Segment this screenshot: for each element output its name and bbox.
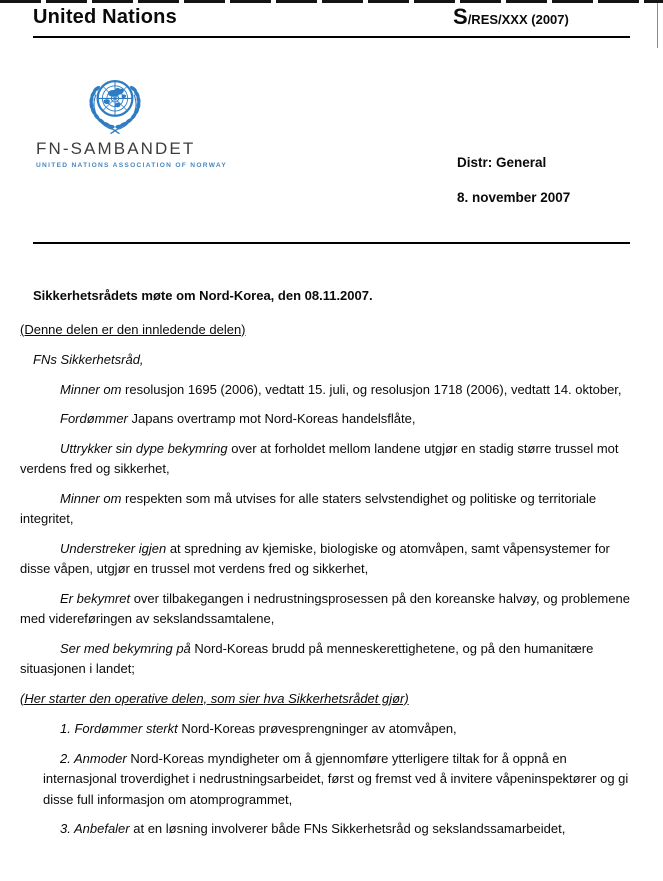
paragraph-lead: Ser med bekymring på bbox=[60, 640, 191, 656]
org-title: United Nations bbox=[33, 6, 177, 28]
date-label: 8. november 2007 bbox=[457, 190, 571, 205]
operative-paragraph-3 bbox=[43, 819, 637, 840]
scan-edge-artifact bbox=[0, 0, 663, 3]
paragraph-lead: 3. Anbefaler bbox=[60, 821, 130, 836]
logo-tagline: UNITED NATIONS ASSOCIATION OF NORWAY bbox=[36, 162, 228, 169]
document-symbol-prefix: S bbox=[453, 4, 468, 29]
preamble-paragraph-3 bbox=[20, 439, 637, 480]
preamble-paragraph-4 bbox=[20, 489, 637, 530]
un-emblem-icon bbox=[87, 76, 143, 136]
paragraph-text: Japans overtramp mot Nord-Koreas handelsflåte, bbox=[127, 411, 416, 426]
preamble-paragraph-5 bbox=[20, 539, 637, 580]
addressee: FNs Sikkerhetsråd, bbox=[33, 352, 144, 367]
operative-paragraph-1 bbox=[43, 719, 637, 740]
document-body bbox=[0, 244, 663, 849]
fn-sambandet-logo bbox=[36, 76, 228, 169]
header-divider bbox=[33, 36, 630, 38]
operative-paragraph-2 bbox=[43, 749, 637, 811]
logo-wordmark: FN-SAMBANDET bbox=[36, 139, 196, 158]
paragraph-text: Nord-Koreas prøvesprengninger av atomvåpen, bbox=[177, 721, 457, 736]
scan-edge-right-artifact bbox=[657, 2, 658, 48]
paragraph-text: Nord-Koreas brudd på menneskerettighetene, og på den humanitære situasjonen i landet; bbox=[20, 640, 594, 676]
paragraph-text: at en løsning involverer både FNs Sikkerhetsråd og sekslandssamarbeidet, bbox=[129, 821, 566, 836]
paragraph-text: over at forholdet mellom landene utgjør en stadig større trussel mot verdens fred og sikkerhet, bbox=[20, 440, 619, 476]
paragraph-lead: Minner om bbox=[60, 490, 122, 506]
paragraph-lead: Uttrykker sin dype bekymring bbox=[60, 440, 228, 456]
paragraph-text: Nord-Koreas myndigheter om å gjennomføre ytterligere tiltak for å oppnå en internasjonal troverdighet i nedrustningsarbeidet, først og fremst ved å invitere våpeninspektører og gi disse full informasjon om atomprogrammet, bbox=[43, 750, 629, 807]
preamble-paragraph-6 bbox=[20, 589, 637, 630]
paragraph-lead: 1. Fordømmer sterkt bbox=[60, 721, 178, 736]
document-symbol-number: /RES/XXX (2007) bbox=[467, 12, 569, 27]
preamble-paragraph-1 bbox=[20, 380, 637, 401]
paragraph-text: over tilbakegangen i nedrustningsprosessen på den koreanske halvøy, og problemene med videreføringen av sekslandssamtalene, bbox=[20, 590, 630, 626]
document-title: Sikkerhetsrådets møte om Nord-Korea, den 08.11.2007. bbox=[33, 288, 373, 303]
preamble-note: (Denne delen er den innledende delen) bbox=[20, 321, 246, 337]
paragraph-text: resolusjon 1695 (2006), vedtatt 15. juli, og resolusjon 1718 (2006), vedtatt 14. oktober, bbox=[121, 381, 622, 397]
preamble-paragraph-7 bbox=[20, 639, 637, 680]
paragraph-lead: 2. Anmoder bbox=[60, 750, 127, 766]
paragraph-lead: Er bekymret bbox=[60, 590, 131, 606]
paragraph-lead: Understreker igjen bbox=[60, 540, 167, 556]
paragraph-lead: Minner om bbox=[60, 381, 122, 397]
paragraph-text: respekten som må utvises for alle staters selvstendighet og politiske og territoriale integritet, bbox=[20, 490, 597, 526]
document-symbol bbox=[453, 4, 569, 30]
distribution-label: Distr: General bbox=[457, 155, 547, 170]
document-meta bbox=[457, 155, 570, 206]
operative-note: (Her starter den operative delen, som sier hva Sikkerhetsrådet gjør) bbox=[20, 690, 409, 706]
paragraph-text: at spredning av kjemiske, biologiske og atomvåpen, samt våpensystemer for disse våpen, utgjør en trussel mot verdens fred og sikkerhet, bbox=[20, 540, 610, 576]
preamble-paragraph-2 bbox=[20, 409, 637, 430]
paragraph-lead: Fordømmer bbox=[60, 411, 128, 426]
